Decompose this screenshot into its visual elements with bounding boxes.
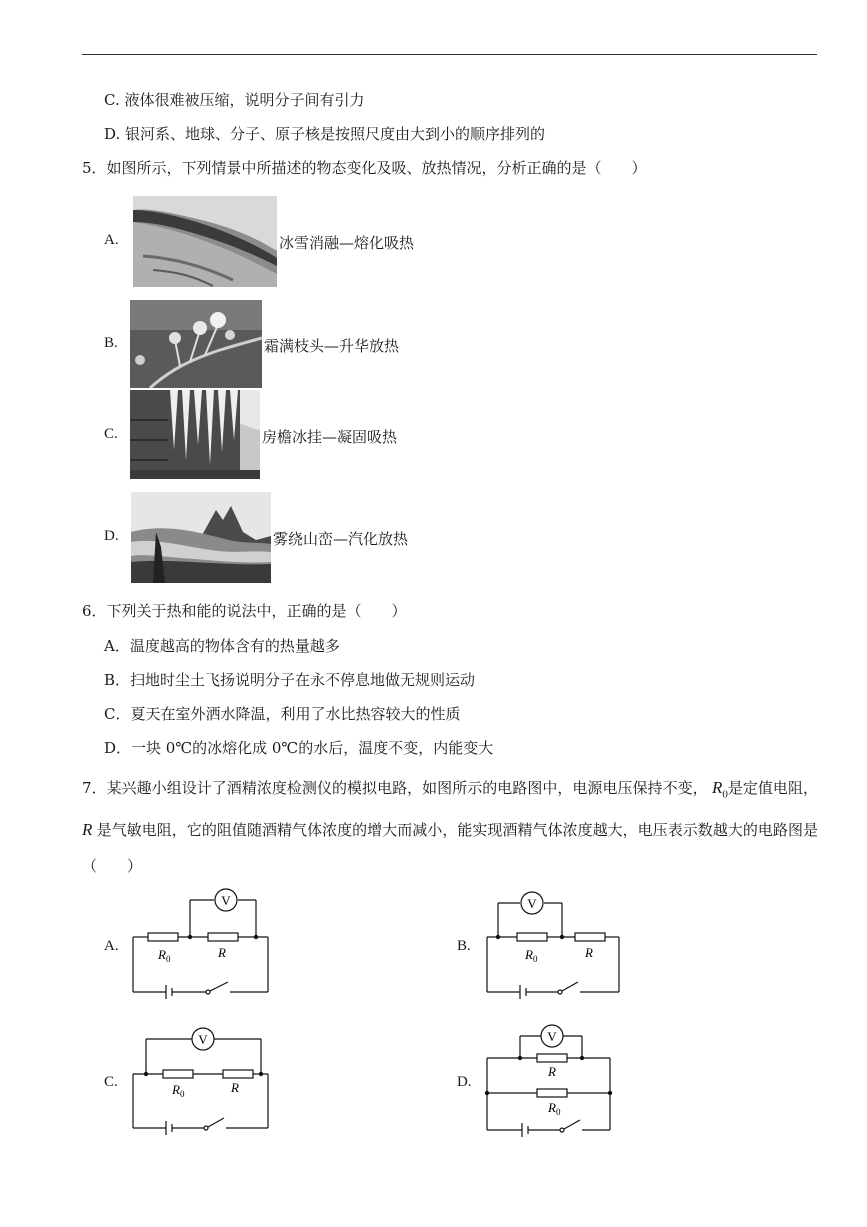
q6-option-a: A．温度越高的物体含有的热量越多: [104, 637, 340, 655]
melting-ice-photo: [133, 196, 277, 287]
q5-option-a-caption: 冰雪消融—熔化吸热: [279, 234, 415, 252]
q6-option-c: C．夏天在室外洒水降温，利用了水比热容较大的性质: [104, 705, 461, 723]
svg-text:R0: $R_0$: [158, 947, 171, 964]
voltmeter-label: V: [527, 896, 537, 911]
q5-option-d-letter: D.: [104, 528, 119, 544]
header-rule: [82, 54, 817, 55]
q7-stem-part2: 是定值电阻，: [727, 779, 818, 797]
q6-option-b: B．扫地时尘土飞扬说明分子在永不停息地做无规则运动: [104, 671, 476, 689]
q5-option-c-letter: C.: [104, 426, 118, 442]
q5-option-b-letter: B.: [104, 335, 118, 351]
q7-option-d-letter: D.: [457, 1074, 472, 1090]
svg-text:R: R: [585, 945, 593, 960]
q4-option-c: [104, 90, 365, 110]
q4-option-d: [104, 124, 545, 144]
q5-option-a-letter: A.: [104, 232, 119, 248]
circuit-a-diagram: [128, 885, 278, 1000]
r-symbol: R: [82, 820, 93, 840]
svg-text:R: R: [231, 1080, 239, 1095]
icicles-photo: [130, 390, 260, 479]
q7-stem-part1: 7．某兴趣小组设计了酒精浓度检测仪的模拟电路，如图所示的电路图中，电源电压保持不变，: [82, 779, 708, 797]
svg-text:R: R: [548, 1064, 556, 1079]
q7-option-b-letter: B.: [457, 938, 471, 954]
svg-text:R0: $R_0$: [525, 947, 538, 964]
q7-option-c-letter: C.: [104, 1074, 118, 1090]
option-letter: C.: [104, 91, 120, 109]
voltmeter-label: V: [198, 1032, 208, 1047]
q7-stem: [82, 770, 818, 884]
circuit-b-diagram: [482, 885, 632, 1000]
q5-stem: 5．如图所示，下列情景中所描述的物态变化及吸、放热情况，分析正确的是（ ）: [82, 159, 647, 177]
svg-text:R0: $R_0$: [548, 1100, 561, 1117]
option-letter: D.: [104, 125, 121, 143]
frost-branch-photo: [130, 300, 262, 388]
circuit-d-diagram: [482, 1020, 617, 1140]
voltmeter-label: V: [221, 893, 231, 908]
q7-option-a-letter: A.: [104, 938, 119, 954]
option-text: 银河系、地球、分子、原子核是按照尺度由大到小的顺序排列的: [125, 125, 546, 143]
misty-mountain-photo: [131, 492, 271, 583]
q5-option-b-caption: 霜满枝头—升华放热: [264, 337, 400, 355]
option-text: 液体很难被压缩，说明分子间有引力: [124, 91, 365, 109]
q6-stem: 6．下列关于热和能的说法中，正确的是（ ）: [82, 602, 407, 620]
q5-option-d-caption: 雾绕山峦—汽化放热: [273, 530, 409, 548]
svg-text:R0: $R_0$: [172, 1082, 185, 1099]
voltmeter-label: V: [547, 1029, 557, 1044]
circuit-c-diagram: [128, 1024, 273, 1139]
r0-symbol: $R_0$: [711, 778, 728, 801]
q6-option-d: D．一块 0℃的冰熔化成 0℃的水后，温度不变，内能变大: [104, 739, 494, 757]
q5-option-c-caption: 房檐冰挂—凝固吸热: [262, 428, 398, 446]
svg-text:R: R: [218, 945, 226, 960]
q7-stem-part3: 是气敏电阻，它的阻值随酒精气体浓度的增大而减小，能实现酒精气体浓度越大，电压表示数越大的电路图是（ ）: [82, 821, 818, 876]
